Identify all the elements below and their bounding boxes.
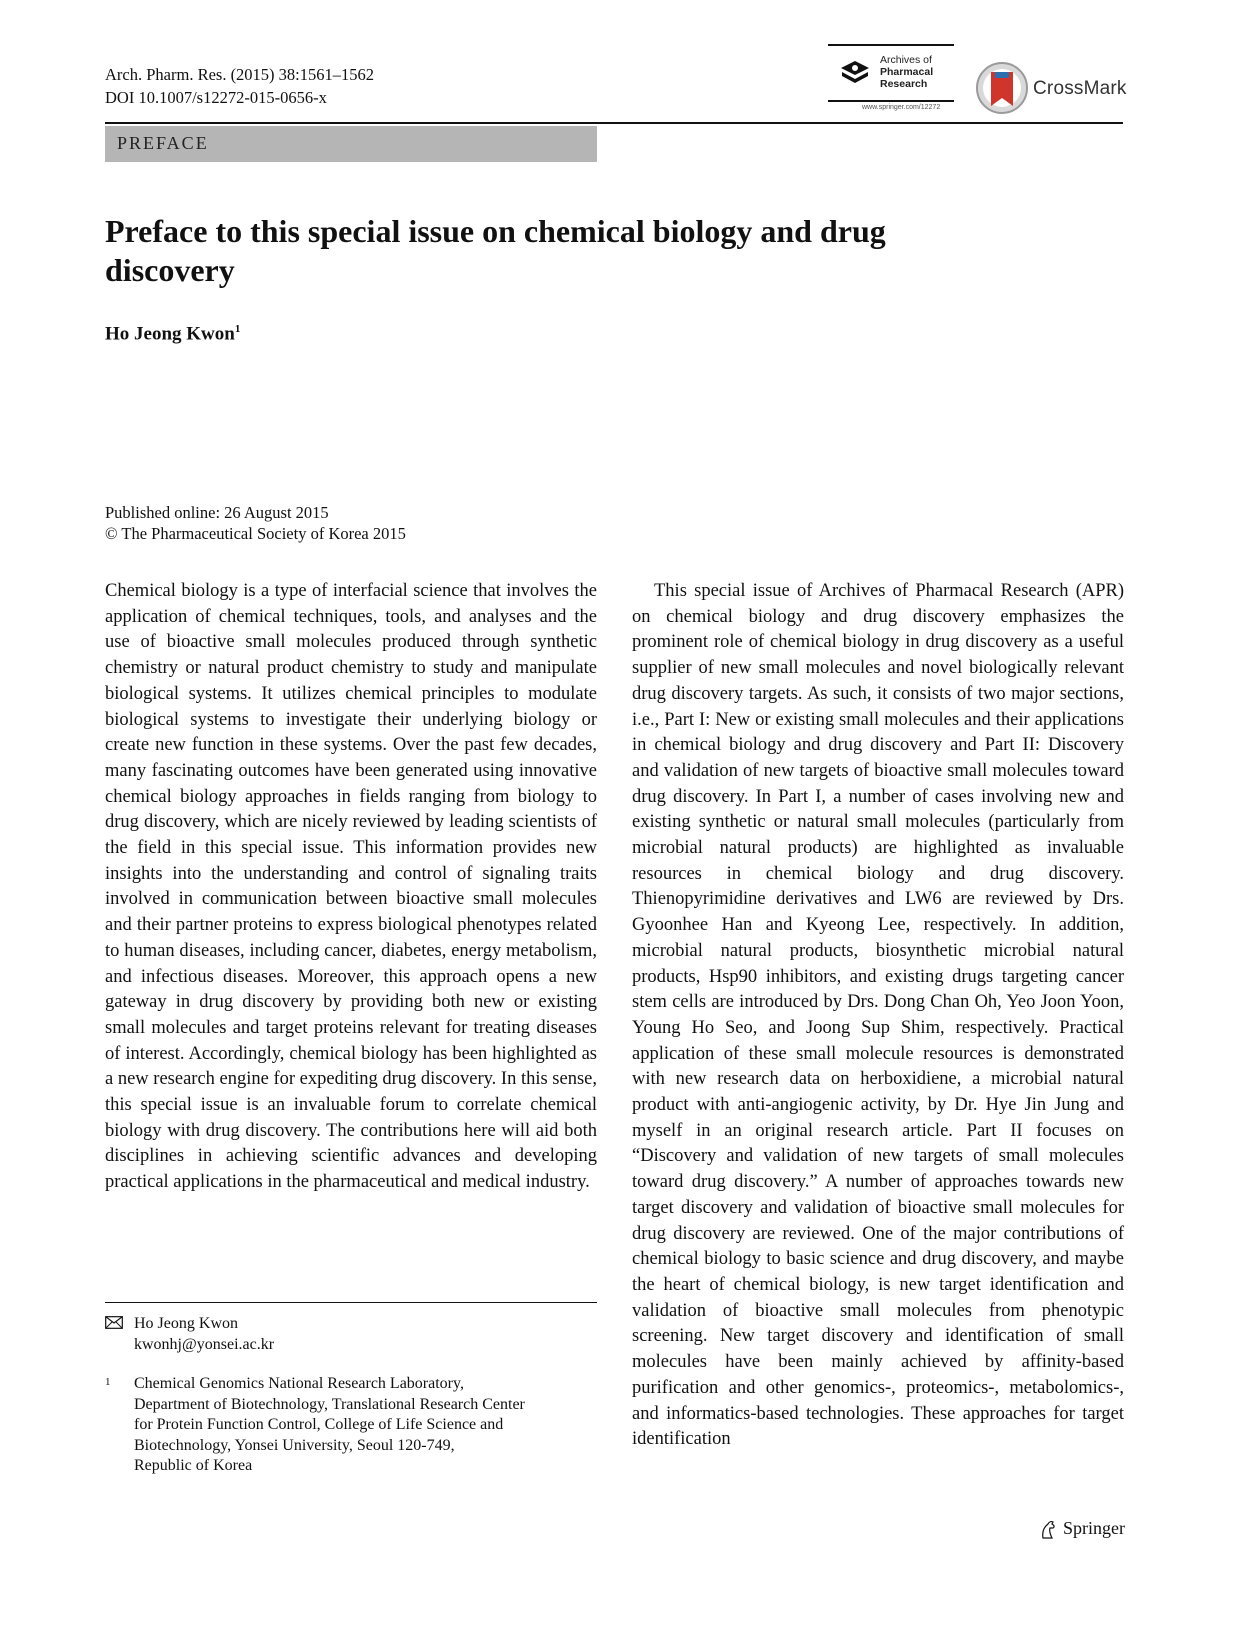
affil-line: for Protein Function Control, College of Life Science and <box>134 1416 504 1433</box>
journal-logo-line2: Pharmacal <box>880 66 934 78</box>
header-rule <box>105 122 1123 124</box>
section-label: PREFACE <box>117 133 209 153</box>
crossmark-icon <box>975 60 1029 116</box>
corr-email[interactable]: kwonhj@yonsei.ac.kr <box>134 1336 275 1353</box>
citation-block <box>105 63 374 109</box>
publication-info <box>105 502 406 544</box>
article-title: Preface to this special issue on chemical biology and drug discovery <box>105 213 886 288</box>
affil-number: 1 <box>105 1376 111 1388</box>
body-right-column: This special issue of Archives of Pharmacal Research (APR) on chemical biology and drug discovery emphasizes the prominent role of chemical biology in drug discovery as a useful supplier of new small molecules and novel biologically relevant drug discovery targets. As such, it consists of two major sections, i.e., Part I: New or existing small molecules and their applications in chemical biology and drug discovery and Part II: Discovery and validation of new targets of bioactive small molecules toward drug discovery. In Part I, a number of cases involving new and existing synthetic or natural small molecules (particularly from microbial natural products) are highlighted as invaluable resources in chemical biology and drug discovery. Thienopyrimidine derivatives and LW6 are reviewed by Drs. Gyoonhee Han and Kyeong Lee, respectively. In addition, microbial natural products, biosynthetic microbial natural products, Hsp90 inhibitors, and existing drugs targeting cancer stem cells are introduced by Drs. Dong Chan Oh, Yeo Joon Yoon, Young Ho Seo, and Joong Sup Shim, respectively. Practical application of these small molecule resources is demonstrated with new research data on herboxidiene, a microbial natural product with anti-angiogenic activity, by Dr. Hye Jin Jung and myself in an original research article. Part II focuses on “Discovery and validation of new targets of small molecules toward drug discovery.” A number of approaches towards new target discovery and validation of bioactive small molecules for drug discovery are reviewed. One of the major contributions of chemical biology to basic science and drug discovery, and maybe the heart of chemical biology, is new target identification and validation of bioactive small molecules from phenotypic screening. New target discovery and identification of small molecules have been mainly achieved by affinity-based purification and other genomics-, proteomics-, metabolomics-, and informatics-based technologies. These approaches for target identification <box>632 581 1124 1450</box>
citation: Arch. Pharm. Res. (2015) 38:1561–1562 <box>105 65 375 84</box>
affil-text <box>134 1374 574 1477</box>
crossmark-label: CrossMark <box>1033 78 1127 99</box>
affil-line: Chemical Genomics National Research Laboratory, <box>134 1375 464 1392</box>
footnote-rule <box>105 1302 597 1303</box>
journal-logo-line3: Research <box>880 78 928 90</box>
journal-logo-line1: Archives of <box>880 54 932 66</box>
crossmark-badge[interactable] <box>975 60 1125 120</box>
publisher-name: Springer <box>1063 1518 1125 1538</box>
publisher-mark <box>1039 1518 1125 1540</box>
author-affil-mark: 1 <box>234 323 241 335</box>
copyright: © The Pharmaceutical Society of Korea 2015 <box>105 524 406 543</box>
logo-rule-bottom <box>828 100 954 102</box>
published-date: Published online: 26 August 2015 <box>105 503 329 522</box>
author-name[interactable]: Ho Jeong Kwon <box>105 323 235 345</box>
affil-line: Biotechnology, Yonsei University, Seoul 120-749, <box>134 1436 455 1454</box>
corr-name: Ho Jeong Kwon <box>134 1315 238 1332</box>
author-line <box>105 323 240 345</box>
envelope-icon <box>105 1316 123 1329</box>
logo-rule-top <box>828 44 954 46</box>
journal-logo <box>828 44 958 118</box>
section-label-band <box>105 126 597 162</box>
book-logo-icon <box>838 58 872 88</box>
springer-horse-icon <box>1039 1520 1057 1540</box>
affil-line: Republic of Korea <box>134 1457 253 1474</box>
journal-url[interactable]: www.springer.com/12272 <box>862 104 941 111</box>
journal-logo-text <box>880 54 933 90</box>
body-left-column: Chemical biology is a type of interfacial science that involves the application of chemical techniques, tools, and analyses and the use of bioactive small molecules produced through synthetic chemistry or natural product chemistry to study and manipulate biological systems. It utilizes chemical principles to modulate biological systems to investigate their underlying biology or create new function in these systems. Over the past few decades, many fascinating outcomes have been generated using innovative chemical biology approaches in fields ranging from biology to drug discovery, which are nicely reviewed by leading scientists of the field in this special issue. This information provides new insights into the understanding and control of signaling traits involved in communication between bioactive small molecules and their partner proteins to express biological phenotypes related to human diseases, including cancer, diabetes, energy metabolism, and infectious diseases. Moreover, this approach opens a new gateway in drug discovery by providing both new or existing small molecules and target proteins relevant for treating diseases of interest. Accordingly, chemical biology has been highlighted as a new research engine for expediting drug discovery. In this sense, this special issue is an invaluable forum to correlate chemical biology with drug discovery. The contributions here will aid both disciplines in achieving scientific advances and developing practical applications in the pharmaceutical and medical industry. <box>105 581 597 1193</box>
doi[interactable]: DOI 10.1007/s12272-015-0656-x <box>105 88 327 107</box>
affil-line: Department of Biotechnology, Translational Research Center <box>134 1395 525 1413</box>
